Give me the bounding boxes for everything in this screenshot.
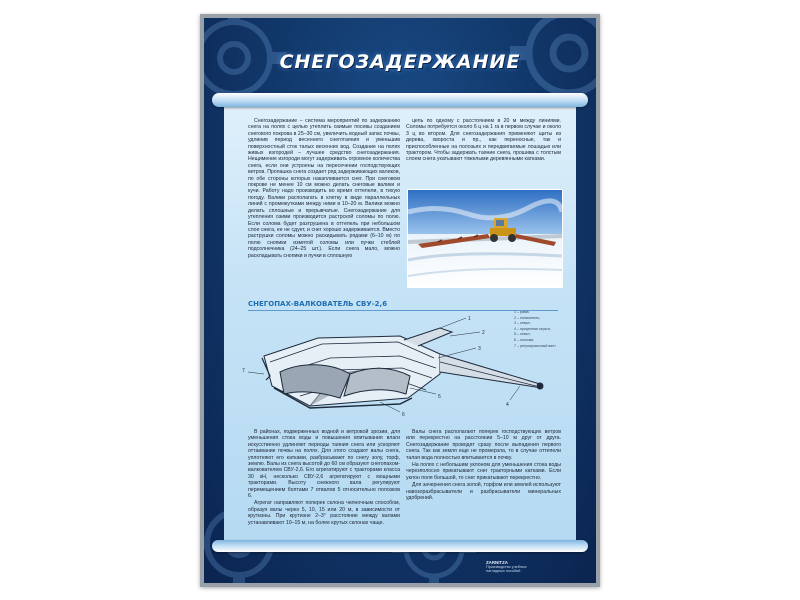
paragraph: Валы снега располагают поперек господствующих ветров или перекрестно на расстоянии 5–10 м друг от друга. Снегозадержание проводят сразу после выпадения первого снега. Так как земля еще не промерзла, то в случае оттепели талая вода полностью впитывается в почву. <box>406 429 561 461</box>
legend-item: 1 – рама; <box>514 310 530 314</box>
brand-name: ZARNITZA <box>486 560 508 565</box>
poster <box>204 18 596 583</box>
callout-number: 6 <box>402 412 405 418</box>
paragraph: На полях с небольшим уклоном для уменьшения стока воды черезполосно прикатывают снег тракторными катками. Если уклон поля большой, то снег прикатывают перекрестно. <box>406 462 561 481</box>
callout-number: 7 <box>242 368 245 374</box>
paragraph: Агрегат направляют поперек склона челночным способом, образуя валы через 5, 10, 15 или 20 м, в зависимости от крутизны. При крутизне 2–3° расстояние между валами устанавливают 10–15 м, на более крутых склонах чаще. <box>248 500 400 526</box>
legend-item: 5 – отвал; <box>514 332 531 337</box>
callout-number: 5 <box>438 394 441 400</box>
paragraph: цепь по одному с расстоянием в 20 м между линиями. Соломы потребуется около 6 ц на 1 га в первом случае и около 3 ц во втором. Для снегозадержания применяют щиты из дерева, хвороста и пр., как переносные, так и приспособленные на полозьях и передвигаемые лошадью или трактором. Чтобы задержать таяние снега, прошива с толстым слоем снега укатывают тяжелыми деревянными катками. <box>406 118 561 163</box>
legend-item: 4 – прицепная серьга; <box>514 326 551 331</box>
intro-text-right <box>406 118 561 190</box>
brand-tagline: наглядных пособий <box>486 569 521 573</box>
bottom-text-left <box>248 429 400 539</box>
paragraph: В районах, подверженных водной и ветровой эрозии, для уменьшения стока воды и повышения впитывания влаги искусственно удлиняют периоды таяния снега или ускоряют оттаивание почвы на полях. Для этого создают валы снега, уплотняют его катками, разбрасывают по снегу золу, торф, землю. Валы из снега высотой до 60 см образуют снегопахом-валкователем СВУ-2,6. Его агрегатируют с тракторами класса 30 кН, несколько СВУ-2,6 агрегатируют с мощными тракторами. Высоту снежного вала регулируют перемещением болтами 7 отвалов 5 относительно полозков 6. <box>248 429 400 500</box>
scroll-bottom-roll <box>212 540 588 552</box>
callout-number: 4 <box>506 402 509 408</box>
legend-item: 7 – регулировочный винт <box>514 343 556 348</box>
paragraph: Снегозадержание – система мероприятий по задержанию снега на полях с целью утеплить озимые посевы созданием снегового покрова в 25–30 см, увеличить водный запас почвы, удлинив период весеннего снеготаяния и уменьшив поверхностный сток талых весенних вод. Создание на полях живых изгородей – лучшее средство снегозадержания. Нещимение изгороди могут задерживать огромное количества снега, если они устроены на пересечении господствующих ветров. Пропашка снега создает ряд задерживающих валиков, по обе стороны которых накапливается снег. При снеговом покрове не менее 10 см можно делать снеговые валики и кучи. Работу надо производить во время оттепели, в тихую погоду. Валики располагать в клетку в виде параллельных линий с промежутками между ними в 10–20 м. Валики можно делать сплошные и прерывчатые. Снегозадержание для утепления озими производится растрской соломы по полю. Если солома будет разтрушена в оттепель при небольшом слое снега, ее не сдует, и снег хорошо задерживается. Вместо раструшки соломы можно раскидывать рядами (6–10 м) по полю снопики измятой соломы или пучки стеблей подсолнечника (24–25 шт.). Если снега мало, можно раскладывать снопики и пучки в сплошную <box>248 118 400 259</box>
content-panel <box>224 104 576 542</box>
section-title: СНЕГОПАХ-ВАЛКОВАТЕЛЬ СВУ-2,6 <box>248 300 388 308</box>
callout-number: 1 <box>468 316 471 322</box>
snow-tractor-photo <box>407 189 563 288</box>
poster-frame <box>200 14 600 587</box>
legend-item: 6 – полозки; <box>514 337 535 342</box>
section-divider <box>248 310 558 311</box>
paragraph: Для зачернения снега золой, торфом или землей используют навозоразбрасыватели и разбрасыватели минеральных удобрений. <box>406 482 561 502</box>
legend-item: 3 – отвал; <box>514 321 531 326</box>
poster-title: СНЕГОЗАДЕРЖАНИЕ <box>279 51 521 73</box>
snowplow-technical-drawing <box>240 314 558 424</box>
callout-number: 3 <box>478 346 481 352</box>
legend-item: 2 – понизитель; <box>514 315 541 320</box>
brand-tagline: Производство учебных <box>486 565 527 569</box>
intro-text-left <box>248 118 400 303</box>
callout-number: 2 <box>482 330 485 336</box>
drawing-legend <box>514 310 576 349</box>
scroll-top-roll <box>212 93 588 107</box>
bottom-text-right <box>406 429 561 539</box>
publisher-brand <box>486 561 576 571</box>
